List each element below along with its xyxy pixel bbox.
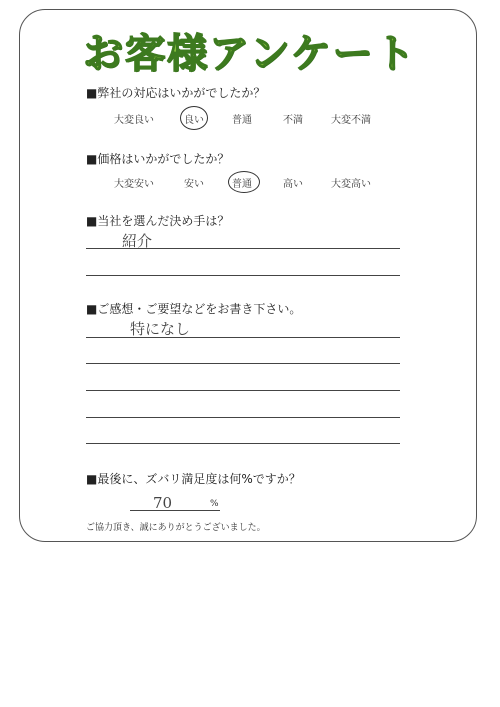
question-price-label: ■価格はいかがでしたか？ xyxy=(86,152,230,166)
answer-line xyxy=(86,275,400,276)
question-comments-label: ■ご感想・ご要望などをお書き下さい。 xyxy=(86,302,302,316)
option-expensive[interactable]: 高い xyxy=(283,179,303,190)
answer-line xyxy=(86,417,400,418)
answer-line xyxy=(86,443,400,444)
selected-answer-circle xyxy=(228,171,260,193)
question-satisfaction-label: ■最後に、ズバリ満足度は何%ですか？ xyxy=(86,472,301,486)
option-cheap[interactable]: 安い xyxy=(184,179,204,190)
survey-title: お客様アンケート xyxy=(83,31,417,77)
question-service-options xyxy=(0,111,500,125)
option-very-expensive[interactable]: 大変高い xyxy=(331,179,371,190)
option-good[interactable]: 良い xyxy=(184,115,204,126)
comments-answer-handwritten: 特になし xyxy=(130,320,191,338)
answer-line xyxy=(86,363,400,364)
option-very-good[interactable]: 大変良い xyxy=(114,115,154,126)
answer-line xyxy=(86,390,400,391)
satisfaction-answer-handwritten: 70 xyxy=(153,494,173,512)
question-reason-label: ■当社を選んだ決め手は？ xyxy=(86,214,230,228)
percent-unit: % xyxy=(210,499,219,509)
answer-line xyxy=(130,510,220,511)
option-very-cheap[interactable]: 大変安い xyxy=(114,179,154,190)
option-normal[interactable]: 普通 xyxy=(232,115,252,126)
answer-line xyxy=(86,248,400,249)
thank-you-note: ご協力頂き、誠にありがとうございました。 xyxy=(86,523,266,533)
selected-answer-circle xyxy=(180,106,208,130)
answer-line xyxy=(86,337,400,338)
option-very-dissatisfied[interactable]: 大変不満 xyxy=(331,115,371,126)
question-service-label: ■弊社の対応はいかがでしたか？ xyxy=(86,86,266,100)
option-dissatisfied[interactable]: 不満 xyxy=(283,115,303,126)
reason-answer-handwritten: 紹介 xyxy=(122,232,153,250)
option-normal-price[interactable]: 普通 xyxy=(232,179,252,190)
